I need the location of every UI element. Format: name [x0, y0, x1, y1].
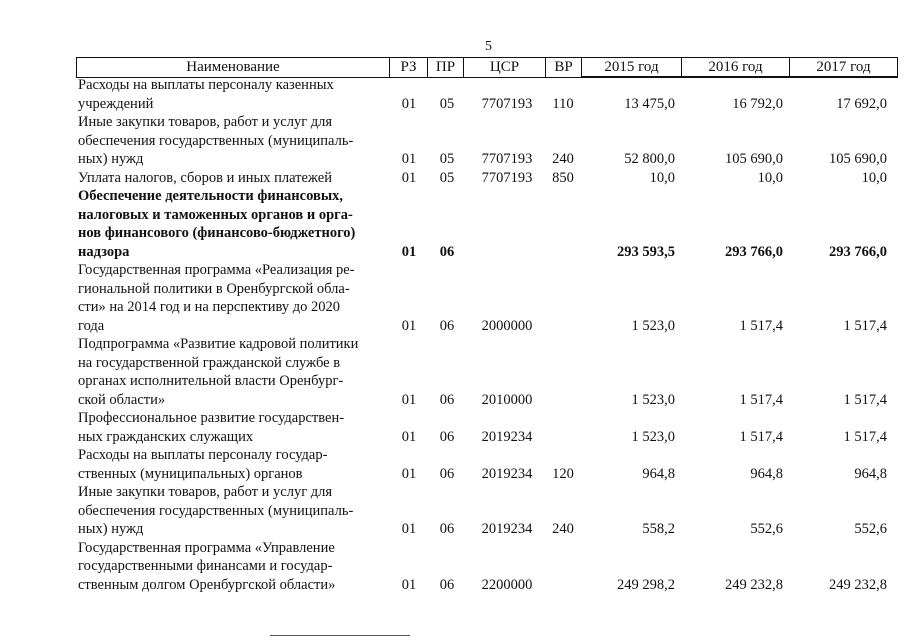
header-2016: 2016 год: [681, 58, 789, 77]
row-csr: 7707193: [481, 151, 533, 167]
row-csr: 7707193: [481, 95, 533, 112]
header-csr: ЦСР: [463, 58, 545, 77]
table-row: [0, 483, 905, 539]
header-2017: 2017 год: [789, 58, 898, 77]
row-rz: 01: [401, 169, 417, 186]
row-name-line: обеспечения государственных (муниципаль-: [78, 502, 354, 519]
row-name-line: ственным долгом Оренбургской области»: [78, 576, 336, 593]
row-2016: 1 517,4: [739, 391, 783, 408]
row-name-line: года: [78, 317, 105, 334]
row-name-line: обеспечения государственных (муниципаль-: [78, 132, 354, 149]
row-vr: 240: [552, 151, 574, 167]
row-2017: 10,0: [861, 169, 887, 186]
row-2016: 552,6: [750, 521, 783, 537]
row-name-line: Обеспечение деятельности финансовых,: [78, 188, 344, 204]
row-name: [78, 113, 378, 169]
table-row: [0, 169, 905, 188]
row-2017: 105 690,0: [829, 151, 887, 167]
table-row: [0, 539, 905, 595]
row-2016: 249 232,8: [725, 576, 783, 593]
row-csr: 2010000: [481, 391, 533, 408]
row-2017: 293 766,0: [829, 243, 887, 260]
row-name-line: Уплата налогов, сборов и иных платежей: [78, 169, 332, 186]
row-csr: 2019234: [481, 521, 533, 537]
row-name: [78, 76, 378, 113]
row-name-line: органах исполнительной власти Оренбург-: [78, 373, 344, 389]
row-vr: 240: [552, 521, 574, 537]
row-2015: 1 523,0: [631, 317, 675, 334]
row-name-line: Профессиональное развитие государствен-: [78, 410, 345, 426]
row-rz: 01: [401, 95, 417, 112]
row-name-line: нов финансового (финансово-бюджетного): [78, 225, 356, 241]
row-pr: 05: [439, 151, 455, 167]
row-pr: 06: [439, 521, 455, 537]
footer-line: [270, 635, 410, 636]
row-2016: 10,0: [757, 169, 783, 186]
header-name: Наименование: [76, 58, 389, 77]
row-vr: 850: [552, 169, 574, 186]
row-csr: 2200000: [481, 576, 533, 593]
row-2017: 552,6: [854, 521, 887, 537]
row-pr: 06: [439, 428, 455, 445]
row-rz: 01: [401, 317, 417, 334]
row-pr: 06: [439, 576, 455, 593]
table-header: [76, 57, 898, 78]
row-name-line: надзора: [78, 243, 130, 260]
table-row: [0, 261, 905, 335]
row-name-line: ственных (муниципальных) органов: [78, 465, 303, 482]
row-name-line: Иные закупки товаров, работ и услуг для: [78, 484, 333, 500]
row-csr: 2019234: [481, 465, 533, 482]
row-2016: 105 690,0: [725, 151, 783, 167]
row-rz: 01: [401, 243, 417, 260]
row-name-line: Государственная программа «Управление: [78, 539, 335, 556]
page-number: 5: [485, 39, 492, 54]
row-pr: 05: [439, 169, 455, 186]
row-rz: 01: [401, 521, 417, 537]
row-name: [78, 335, 378, 409]
row-pr: 05: [439, 95, 455, 112]
row-pr: 06: [439, 391, 455, 408]
table-row: [0, 113, 905, 169]
row-name-line: Расходы на выплаты персоналу государ-: [78, 447, 328, 463]
row-2015: 293 593,5: [617, 243, 675, 260]
row-name-line: государственными финансами и государ-: [78, 558, 333, 574]
table-row: [0, 187, 905, 261]
table-row: [0, 446, 905, 483]
row-2016: 16 792,0: [732, 95, 783, 112]
row-csr: 2019234: [481, 428, 533, 445]
row-name-line: на государственной гражданской службе в: [78, 354, 341, 371]
row-name-line: сти» на 2014 год и на перспективу до 2020: [78, 299, 340, 315]
row-name-line: учреждений: [78, 95, 154, 112]
row-2015: 1 523,0: [631, 391, 675, 408]
row-2015: 13 475,0: [624, 95, 675, 112]
row-rz: 01: [401, 428, 417, 445]
row-2016: 293 766,0: [725, 243, 783, 260]
row-name-line: Иные закупки товаров, работ и услуг для: [78, 114, 333, 130]
row-csr: 2000000: [481, 317, 533, 334]
row-name: [78, 446, 378, 483]
row-name: [78, 169, 378, 188]
row-name-line: ных) нужд: [78, 151, 144, 167]
row-2017: 1 517,4: [843, 428, 887, 445]
row-name-line: Государственная программа «Реализация ре-: [78, 262, 355, 278]
row-2017: 1 517,4: [843, 391, 887, 408]
row-2016: 1 517,4: [739, 428, 783, 445]
row-2017: 1 517,4: [843, 317, 887, 334]
header-rz: РЗ: [389, 58, 427, 77]
row-name: [78, 409, 378, 446]
row-rz: 01: [401, 576, 417, 593]
row-name: [78, 187, 378, 261]
row-2016: 1 517,4: [739, 317, 783, 334]
row-vr: 110: [552, 95, 574, 112]
row-name-line: ных) нужд: [78, 521, 144, 537]
row-2015: 52 800,0: [624, 151, 675, 167]
row-2015: 964,8: [642, 465, 675, 482]
row-name-line: ных гражданских служащих: [78, 428, 254, 445]
row-name: [78, 483, 378, 539]
row-2016: 964,8: [750, 465, 783, 482]
row-rz: 01: [401, 391, 417, 408]
row-name-line: ской области»: [78, 391, 166, 408]
row-2017: 249 232,8: [829, 576, 887, 593]
row-name-line: Расходы на выплаты персоналу казенных: [78, 77, 334, 93]
header-vr: ВР: [545, 58, 581, 77]
row-csr: 7707193: [481, 169, 533, 186]
table-row: [0, 335, 905, 409]
table-row: [0, 409, 905, 446]
row-rz: 01: [401, 465, 417, 482]
row-2015: 558,2: [642, 521, 675, 537]
row-2015: 1 523,0: [631, 428, 675, 445]
row-2015: 10,0: [649, 169, 675, 186]
table-row: [0, 76, 905, 113]
row-name: [78, 539, 378, 595]
row-2015: 249 298,2: [617, 576, 675, 593]
row-2017: 964,8: [854, 465, 887, 482]
row-rz: 01: [401, 151, 417, 167]
row-name-line: налоговых и таможенных органов и орга-: [78, 206, 353, 223]
header-pr: ПР: [427, 58, 463, 77]
row-name-line: гиональной политики в Оренбургской обла-: [78, 280, 350, 297]
row-vr: 120: [552, 465, 574, 482]
row-pr: 06: [439, 465, 455, 482]
row-pr: 06: [439, 243, 455, 260]
row-name: [78, 261, 378, 335]
row-name-line: Подпрограмма «Развитие кадровой политики: [78, 336, 359, 352]
header-2015: 2015 год: [581, 58, 681, 77]
row-pr: 06: [439, 317, 455, 334]
row-2017: 17 692,0: [836, 95, 887, 112]
